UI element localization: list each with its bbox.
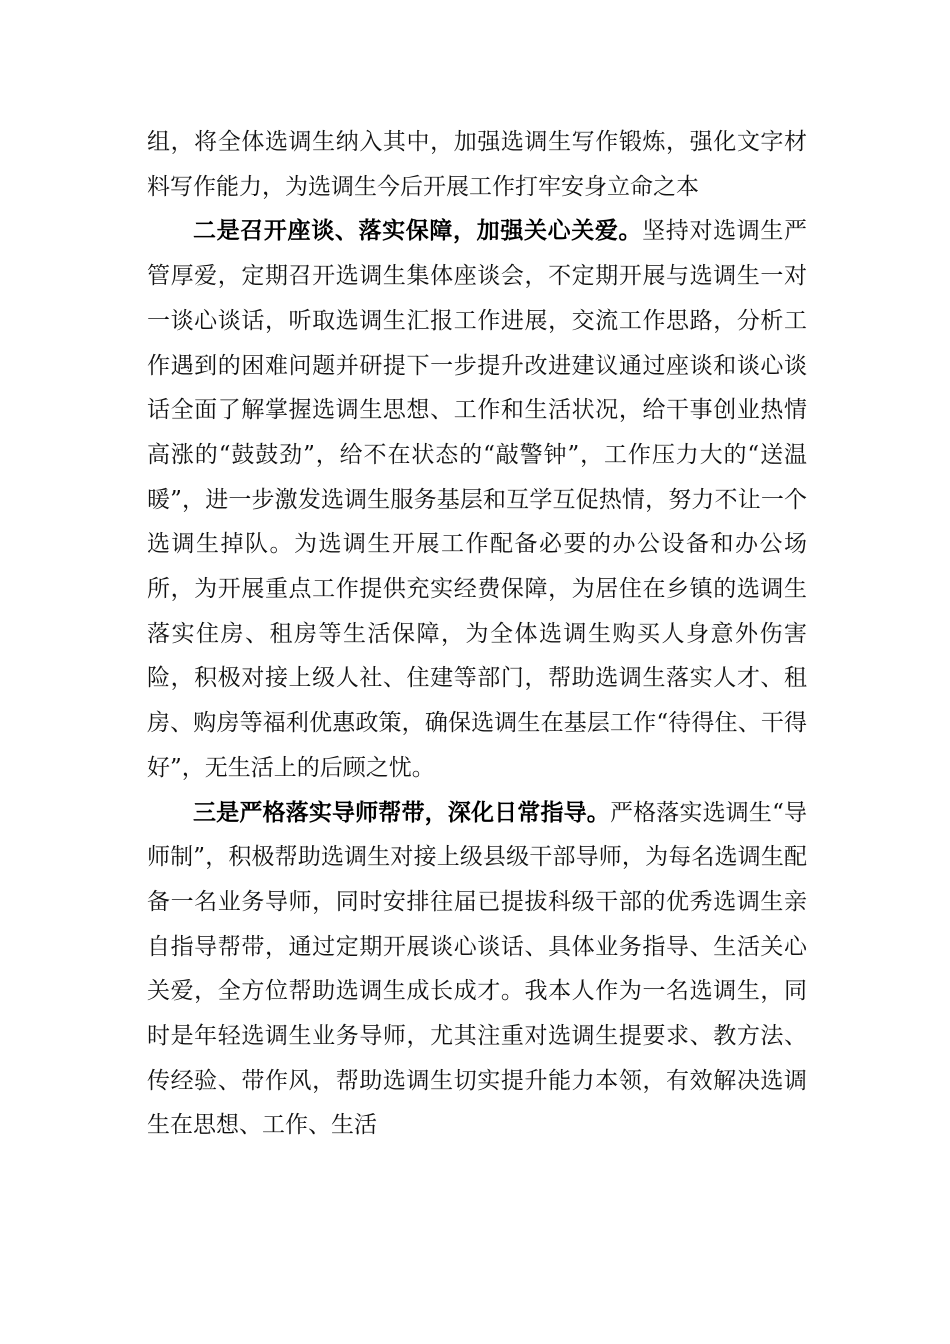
- paragraph-lead-heading: 二是召开座谈、落实保障，加强关心关爱。: [193, 218, 643, 245]
- paragraph-body: 坚持对选调生严管厚爱，定期召开选调生集体座谈会，不定期开展与选调生一对一谈心谈话，听取选调生汇报工作进展，交流工作思路，分析工作遇到的困难问题并研提下一步提升改进建议通过座谈和谈心谈话全面了解掌握选调生思想、工作和生活状况，给干事创业热情高涨的“鼓鼓劲”，给不在状态的“敲警钟”，工作压力大的“送温暖”，进一步激发选调生服务基层和互学互促热情，努力不让一个选调生掉队。为选调生开展工作配备必要的办公设备和办公场所，为开展重点工作提供充实经费保障，为居住在乡镇的选调生落实住房、租房等生活保障，为全体选调生购买人身意外伤害险，积极对接上级人社、住建等部门，帮助选调生落实人才、租房、购房等福利优惠政策，确保选调生在基层工作“待得住、干得好”，无生活上的后顾之忧。: [147, 218, 808, 781]
- document-body: [147, 120, 807, 1148]
- paragraph-two: [147, 209, 807, 790]
- paragraph-body: 严格落实选调生“导师制”，积极帮助选调生对接上级县级干部导师，为每名选调生配备一名业务导师，同时安排往届已提拔科级干部的优秀选调生亲自指导帮带，通过定期开展谈心谈话、具体业务指导、生活关心关爱，全方位帮助选调生成长成才。我本人作为一名选调生，同时是年轻选调生业务导师，尤其注重对选调生提要求、教方法、传经验、带作风，帮助选调生切实提升能力本领，有效解决选调生在思想、工作、生活: [147, 799, 807, 1139]
- paragraph-three: [147, 791, 807, 1149]
- paragraph-body: 组，将全体选调生纳入其中，加强选调生写作锻炼，强化文字材料写作能力，为选调生今后开展工作打牢安身立命之本: [147, 129, 807, 200]
- paragraph-continuation: [147, 120, 807, 209]
- paragraph-lead-heading: 三是严格落实导师帮带，深化日常指导。: [193, 799, 610, 826]
